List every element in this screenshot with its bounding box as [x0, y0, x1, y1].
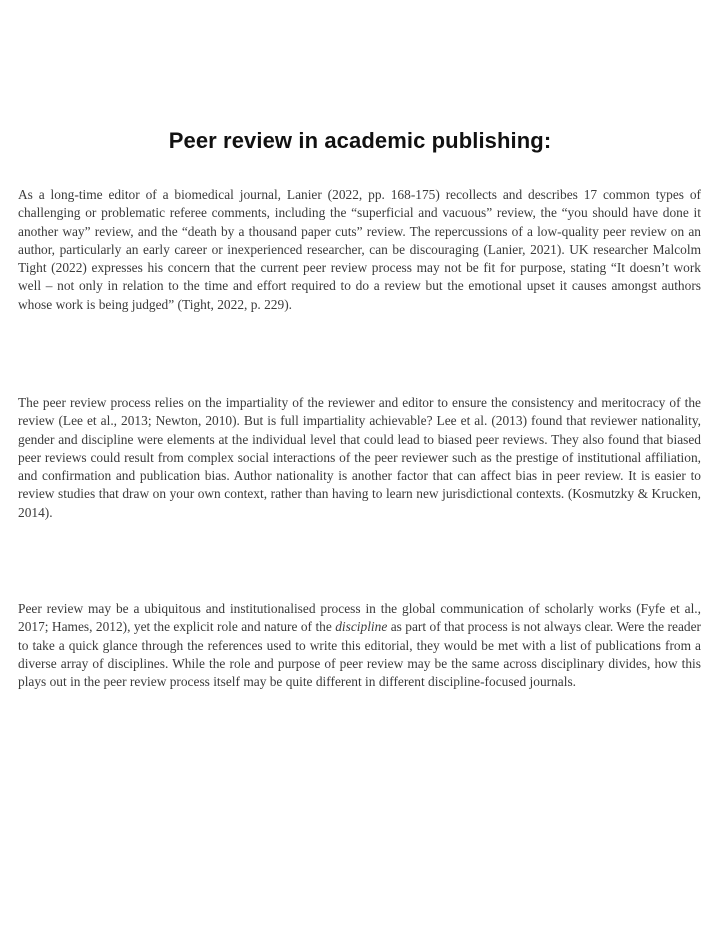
paragraph-3-emphasis: discipline [335, 619, 388, 635]
paragraph-3-text-after: as part of that process is not always clear. Were the reader to take a quick glance through the references used to write this editorial, they would be met with a list of publications from a diverse array of disciplines. While the role and purpose of peer review may be the same across disciplinary divides, how this plays out in the peer review process itself may be quite different in different discipline-focused journals. [18, 619, 701, 690]
paragraph-2: The peer review process relies on the impartiality of the reviewer and editor to ensure the consistency and meritocracy of the review (Lee et al., 2013; Newton, 2010). But is full impartiality achievable? Lee et al. (2013) found that reviewer nationality, gender and discipline were elements at the individual level that could lead to biased peer reviews. They also found that biased peer reviews could result from complex social interactions of the peer reviewer such as the prestige of institutional affiliation, and confirmation and publication bias. Author nationality is another factor that can affect bias in peer review. It is easier to review studies that draw on your own context, rather than having to learn new jurisdictional contexts. (Kosmutzky & Krucken, 2014). [18, 395, 701, 520]
page-title: Peer review in academic publishing: [168, 128, 552, 153]
paragraph-1: As a long-time editor of a biomedical journal, Lanier (2022, pp. 168-175) recollects and describes 17 common types of challenging or problematic referee comments, including the “superficial and vacuous” review, the “you should have done it another way” review, and the “death by a thousand paper cuts” review. The repercussions of a low-quality peer review on an author, particularly an early career or inexperienced researcher, can be discouraging (Lanier, 2021). UK researcher Malcolm Tight (2022) expresses his concern that the current peer review process may not be fit for purpose, stating “It doesn’t work well – not only in relation to the time and effort required to do a review but the emotional upset it causes amongst authors whose work is being judged” (Tight, 2022, p. 229). [18, 187, 701, 312]
paragraph-3 [18, 600, 701, 691]
paragraph-3-text-before: Peer review may be a ubiquitous and institutionalised process in the global communication of scholarly works (Fyfe et al., 2017; Hames, 2012), yet the explicit role and nature of the [18, 601, 701, 635]
